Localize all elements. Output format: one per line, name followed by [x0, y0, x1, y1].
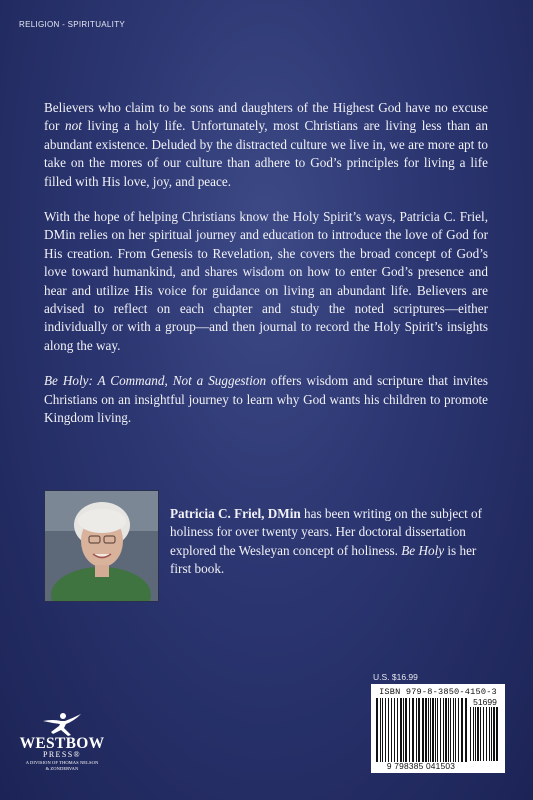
publisher-logo — [19, 711, 105, 771]
book-title-short: Be Holy — [401, 542, 445, 558]
book-title-italic: Be Holy: A Command, Not a Suggestion — [44, 373, 267, 389]
description-paragraph-2: With the hope of helping Christians know the Holy Spirit’s ways, Patricia C. Friel, DMin relies on her spiritual journey and education to introduce the love of God for His creation. From Genesis to Revelation, she covers the broad concept of God’s love toward humankind, and shares wisdom on how to enter God’s presence and hear and utilize His voice for guidance on living an abundant life. Believers are advised to reflect on each chapter and study the noted scriptures—either individually or with a group—and then journal to record the Holy Spirit’s insights along the way. — [44, 209, 488, 353]
addon-barcode-bars — [469, 707, 501, 761]
author-photo — [44, 490, 159, 602]
price-label: U.S. $16.99 — [373, 672, 418, 682]
leaping-figure-icon — [41, 711, 83, 737]
book-description — [44, 99, 488, 445]
publisher-name: WESTBOW — [19, 735, 105, 752]
isbn-barcode — [371, 684, 505, 773]
ean-number: 9 798385 041503 — [386, 761, 456, 771]
publisher-press: PRESS® — [42, 750, 82, 759]
publisher-division: A DIVISION OF THOMAS NELSON & ZONDERVAN — [25, 760, 99, 771]
price-addon-number: 51699 — [473, 697, 497, 707]
author-portrait-icon — [45, 491, 158, 601]
description-paragraph-3: Be Holy: A Command, Not a Suggestion offers wisdom and scripture that invites Christians on an insightful journey to learn why God wants his children to promote Kingdom living. — [44, 373, 488, 426]
description-paragraph-1: Believers who claim to be sons and daughters of the Highest God have no excuse for not living a holy life. Unfortunately, most Christians are living less than an abundant existence. Deluded by the distracted culture we live in, we are more apt to take on the mores of our culture than adhere to God’s principles for living a life filled with His love, joy, and peace. — [44, 100, 488, 189]
category-label: RELIGION - SPIRITUALITY — [19, 20, 126, 29]
author-bio: Patricia C. Friel, DMin has been writing on the subject of holiness for over twenty years. Her doctoral dissertation explored the Wesleyan concept of holiness. Be Holy is her first book. — [170, 506, 483, 577]
author-name: Patricia C. Friel, DMin — [170, 506, 301, 521]
isbn-label: ISBN 979-8-3850-4150-3 — [379, 687, 497, 697]
ean-barcode-bars — [375, 698, 469, 762]
